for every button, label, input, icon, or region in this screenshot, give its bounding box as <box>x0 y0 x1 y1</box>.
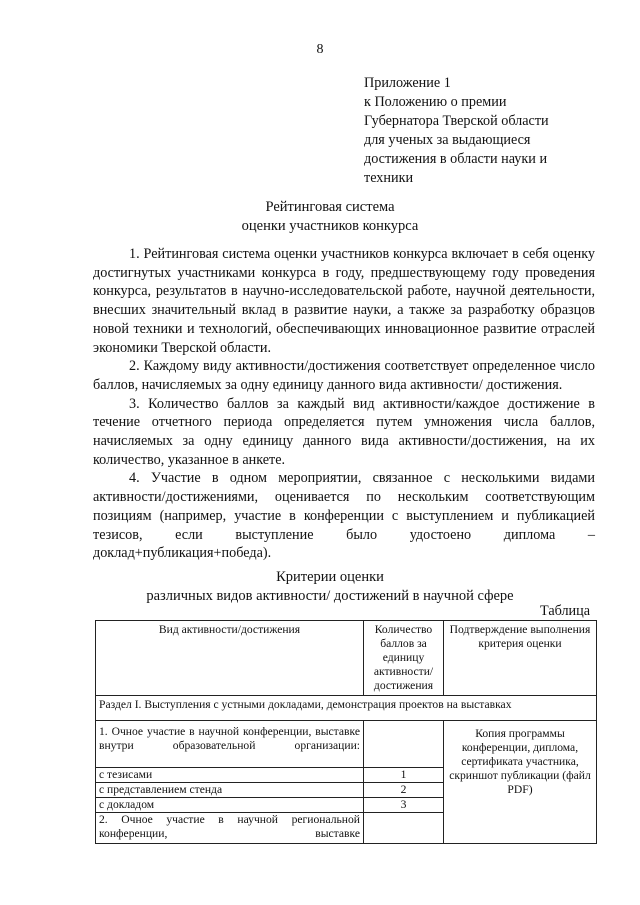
table-header-row <box>96 621 597 696</box>
item-1-points <box>364 721 444 768</box>
item-1-text: 1. Очное участие в научной конференции, выставке внутри образовательной организации: <box>99 725 360 752</box>
body-text <box>93 245 595 563</box>
title-line-2: оценки участников конкурса <box>241 218 419 234</box>
table-row <box>96 721 597 768</box>
document-title <box>60 198 600 236</box>
criteria-title <box>60 568 600 606</box>
criteria-table <box>95 620 597 844</box>
item-2-text: 2. Очное участие в научной региональной конференции, выставке <box>99 813 360 840</box>
paragraph-2: 2. Каждому виду активности/достижения соответствует определенное число баллов, начисляемых за одну единицу данного вида активности/ достижения. <box>93 358 595 393</box>
paragraph-3: 3. Количество баллов за каждый вид активности/каждое достижение в течение отчетного периода определяется путем умножения числа баллов, начисляемых за одну единицу данного вида активности/достижения, на их количество, указанное в анкете. <box>93 395 595 468</box>
paragraph-1: 1. Рейтинговая система оценки участников конкурса включает в себя оценку достигнутых участниками конкурса в году, предшествующему году проведения конкурса, результатов в научно-исследовательской работе, научной деятельности, внесших значительный вклад в развитие науки, а также за разработку образцов новой техники и технологий, обеспечивающих инновационное развитие отраслей экономики Тверской области. <box>93 246 595 356</box>
row-label: с представлением стенда <box>96 783 364 798</box>
appendix-line: для ученых за выдающиеся <box>364 132 531 148</box>
appendix-line: к Положению о премии <box>364 94 507 110</box>
row-label: с тезисами <box>96 768 364 783</box>
appendix-header <box>364 74 604 188</box>
item-1-label <box>96 721 364 768</box>
header-points: Количество баллов за единицу активности/ достижения <box>364 621 444 696</box>
paragraph-4: 4. Участие в одном мероприятии, связанное с несколькими видами активности/достижениями, оценивается по нескольким соответствующим позициям (например, участие в конференции с выступлением и публикацией тезисов, если выступление было удостоено диплома – доклад+публикация+победа). <box>93 470 595 562</box>
appendix-line: Губернатора Тверской области <box>364 113 549 129</box>
title-line-1: Рейтинговая система <box>265 199 395 215</box>
section-title: Раздел I. Выступления с устными докладами, демонстрация проектов на выставках <box>96 696 597 721</box>
appendix-line: достижения в области науки и <box>364 151 548 167</box>
page-number: 8 <box>316 42 324 57</box>
confirmation-cell: Копия программы конференции, диплома, сертификата участника, скриншот публикации (файл PDF) <box>444 721 597 844</box>
row-label: с докладом <box>96 798 364 813</box>
section-row <box>96 696 597 721</box>
criteria-line-1: Критерии оценки <box>276 569 384 585</box>
row-points: 2 <box>364 783 444 798</box>
criteria-line-2: различных видов активности/ достижений в научной сфере <box>146 588 514 604</box>
header-activity: Вид активности/достижения <box>96 621 364 696</box>
appendix-line: Приложение 1 <box>364 75 451 91</box>
table-label: Таблица <box>540 603 591 619</box>
item-2-label <box>96 813 364 844</box>
row-points: 3 <box>364 798 444 813</box>
item-2-points <box>364 813 444 844</box>
row-points: 1 <box>364 768 444 783</box>
header-confirmation: Подтверждение выполнения критерия оценки <box>444 621 597 696</box>
appendix-line: техники <box>364 170 414 186</box>
